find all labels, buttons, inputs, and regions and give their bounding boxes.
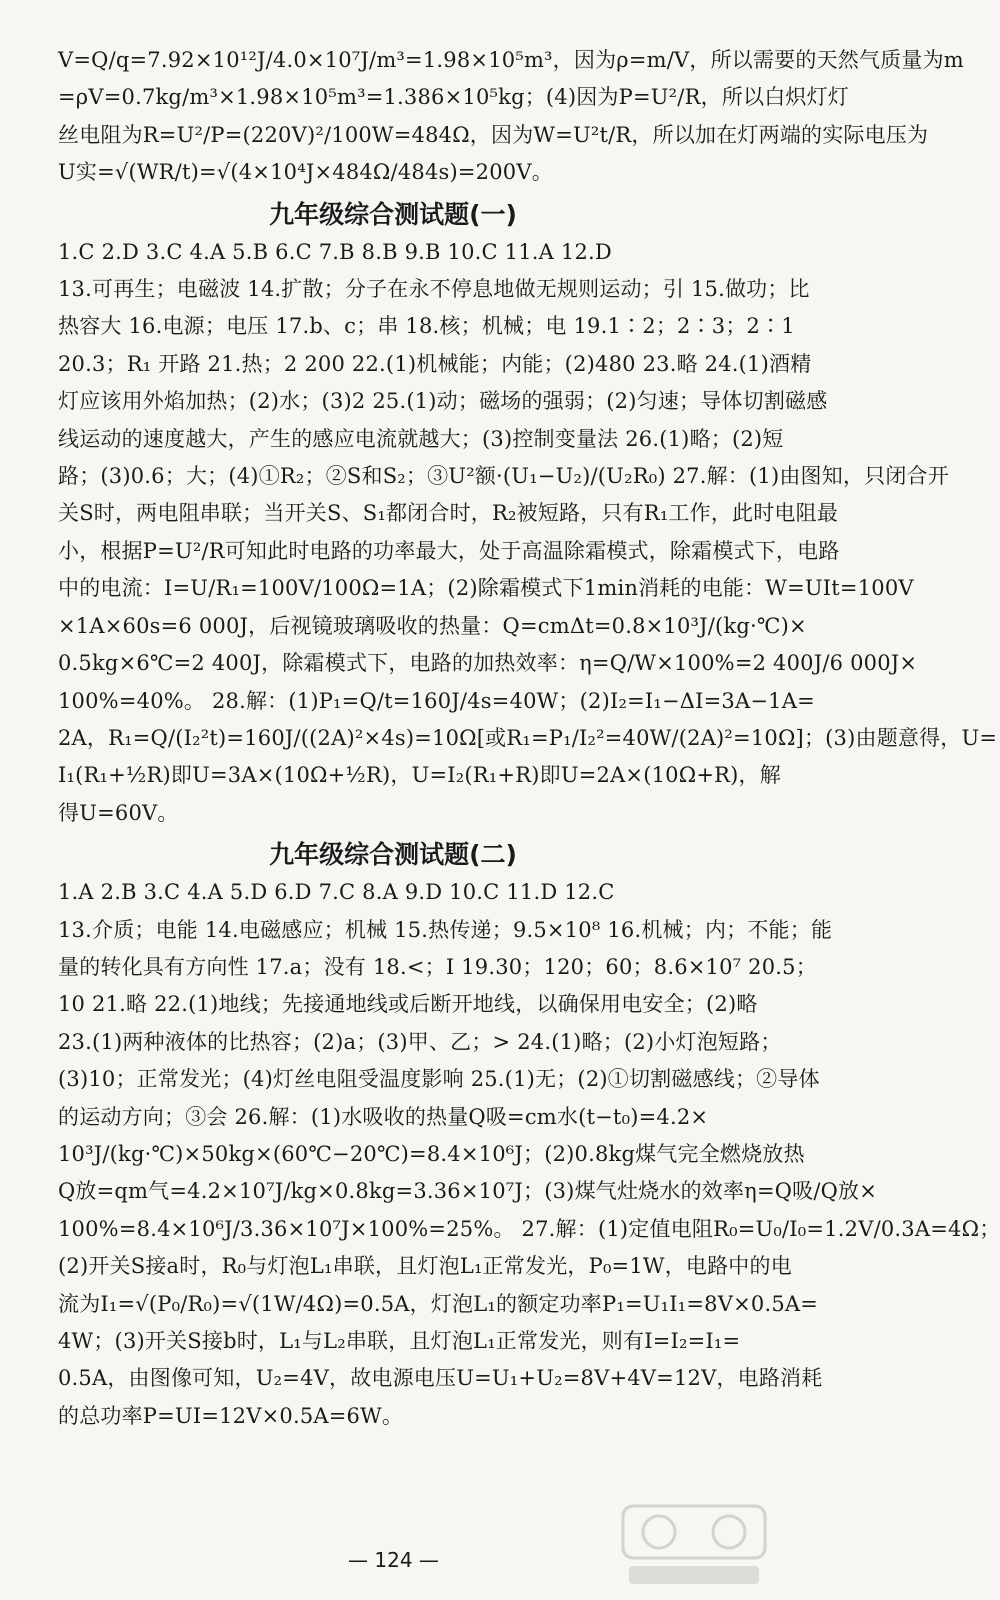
intro-line: V=Q/q=7.92×10¹²J/4.0×10⁷J/m³=1.98×10⁵m³，因为ρ=m/V，所以需要的天然气质量为m (58, 48, 964, 72)
section-1-line: 得U=60V。 (58, 800, 179, 825)
section-2-line: 的总功率P=UI=12V×0.5A=6W。 (58, 1403, 404, 1428)
section-1-line: 2A，R₁=Q/(I₂²t)=160J/((2A)²×4s)=10Ω[或R₁=P₁/I₂²=40W/(2A)²=10Ω]；(3)由题意得，U= (58, 725, 998, 750)
intro-line: U实=√(WR/t)=√(4×10⁴J×484Ω/484s)=200V。 (58, 160, 553, 185)
section-1-line: 0.5kg×6℃=2 400J，除霜模式下，电路的加热效率：η=Q/W×100%=2 400J/6 000J× (58, 651, 918, 676)
section-1-line: 热容大 16.电源；电压 17.b、c；串 18.核；机械；电 19.1∶2；2∶3；2∶1 (58, 314, 795, 339)
section-2-line: (3)10；正常发光；(4)灯丝电阻受温度影响 25.(1)无；(2)①切割磁感线；②导体 (58, 1067, 820, 1092)
section-2-line: 1.A 2.B 3.C 4.A 5.D 6.D 7.C 8.A 9.D 10.C 11.D 12.C (58, 880, 615, 905)
intro-line: 丝电阻为R=U²/P=(220V)²/100W=484Ω，因为W=U²t/R，所以加在灯两端的实际电压为 (58, 122, 929, 147)
section-1-line: 1.C 2.D 3.C 4.A 5.B 6.C 7.B 8.B 9.B 10.C 11.A 12.D (58, 239, 612, 264)
section-2-line: 23.(1)两种液体的比热容；(2)a；(3)甲、乙；> 24.(1)略；(2)小灯泡短路； (58, 1029, 782, 1054)
section-1-line: 13.可再生；电磁波 14.扩散；分子在永不停息地做无规则运动；引 15.做功；比 (58, 277, 810, 302)
section-1-line: 路；(3)0.6；大；(4)①R₂；②S和S₂；③U²额·(U₁−U₂)/(U₂R₀) 27.解：(1)由图知，只闭合开 (58, 464, 949, 489)
section-2-line: (2)开关S接a时，R₀与灯泡L₁串联，且灯泡L₁正常发光，P₀=1W，电路中的电 (58, 1254, 792, 1279)
intro-line: =ρV=0.7kg/m³×1.98×10⁵m³=1.386×10⁵kg；(4)因为P=U²/R，所以白炽灯灯 (58, 85, 849, 110)
answer-site-watermark-icon (619, 1500, 769, 1590)
section-2-answers (58, 874, 1000, 1435)
section-2-line: 10 21.略 22.(1)地线；先接通地线或后断开地线，以确保用电安全；(2)略 (58, 992, 758, 1017)
section-1-line: 关S时，两电阻串联；当开关S、S₁都闭合时，R₂被短路，只有R₁工作，此时电阻最 (58, 501, 839, 526)
page-number: — 124 — (348, 1548, 439, 1572)
section-1-line: 中的电流：I=U/R₁=100V/100Ω=1A；(2)除霜模式下1min消耗的电能：W=UIt=100V (58, 576, 914, 601)
section-title-2: 九年级综合测试题(二) (269, 840, 517, 870)
section-title-1: 九年级综合测试题(一) (269, 199, 517, 229)
section-1-line: 100%=40%。 28.解：(1)P₁=Q/t=160J/4s=40W；(2)I₂=I₁−ΔI=3A−1A= (58, 688, 815, 713)
section-2-line: Q放=qm气=4.2×10⁷J/kg×0.8kg=3.36×10⁷J；(3)煤气灶烧水的效率η=Q吸/Q放× (58, 1179, 878, 1204)
section-1-line: 小，根据P=U²/R可知此时电路的功率最大，处于高温除霜模式，除霜模式下，电路 (58, 538, 840, 563)
intro-paragraph (58, 42, 964, 192)
section-1-line: ×1A×60s=6 000J，后视镜玻璃吸收的热量：Q=cmΔt=0.8×10³J/(kg·℃)× (58, 613, 807, 638)
section-2-line: 100%=8.4×10⁶J/3.36×10⁷J×100%=25%。 27.解：(1)定值电阻R₀=U₀/I₀=1.2V/0.3A=4Ω； (58, 1216, 1000, 1241)
section-1-line: 灯应该用外焰加热；(2)水；(3)2 25.(1)动；磁场的强弱；(2)匀速；导体切割磁感 (58, 389, 828, 414)
section-2-line: 量的转化具有方向性 17.a；没有 18.<；I 19.30；120；60；8.6×10⁷ 20.5； (58, 954, 817, 979)
section-2-line: 4W；(3)开关S接b时，L₁与L₂串联，且灯泡L₁正常发光，则有I=I₂=I₁= (58, 1329, 741, 1353)
section-1-line: I₁(R₁+½R)即U=3A×(10Ω+½R)，U=I₂(R₁+R)即U=2A×(10Ω+R)，解 (58, 763, 781, 788)
section-1-line: 20.3；R₁ 开路 21.热；2 200 22.(1)机械能；内能；(2)480 23.略 24.(1)酒精 (58, 351, 812, 376)
section-2-line: 的运动方向；③会 26.解：(1)水吸收的热量Q吸=cm水(t−t₀)=4.2× (58, 1104, 709, 1129)
section-1-line: 线运动的速度越大，产生的感应电流就越大；(3)控制变量法 26.(1)略；(2)短 (58, 426, 784, 451)
section-2-line: 0.5A，由图像可知，U₂=4V，故电源电压U=U₁+U₂=8V+4V=12V，电路消耗 (58, 1366, 823, 1391)
section-2-line: 流为I₁=√(P₀/R₀)=√(1W/4Ω)=0.5A，灯泡L₁的额定功率P₁=U₁I₁=8V×0.5A= (58, 1291, 819, 1316)
answer-page (58, 42, 1000, 1435)
section-2-line: 13.介质；电能 14.电磁感应；机械 15.热传递；9.5×10⁸ 16.机械；内；不能；能 (58, 917, 833, 942)
section-2-line: 10³J/(kg·℃)×50kg×(60℃−20℃)=8.4×10⁶J；(2)0.8kg煤气完全燃烧放热 (58, 1141, 805, 1166)
section-1-answers (58, 234, 998, 833)
